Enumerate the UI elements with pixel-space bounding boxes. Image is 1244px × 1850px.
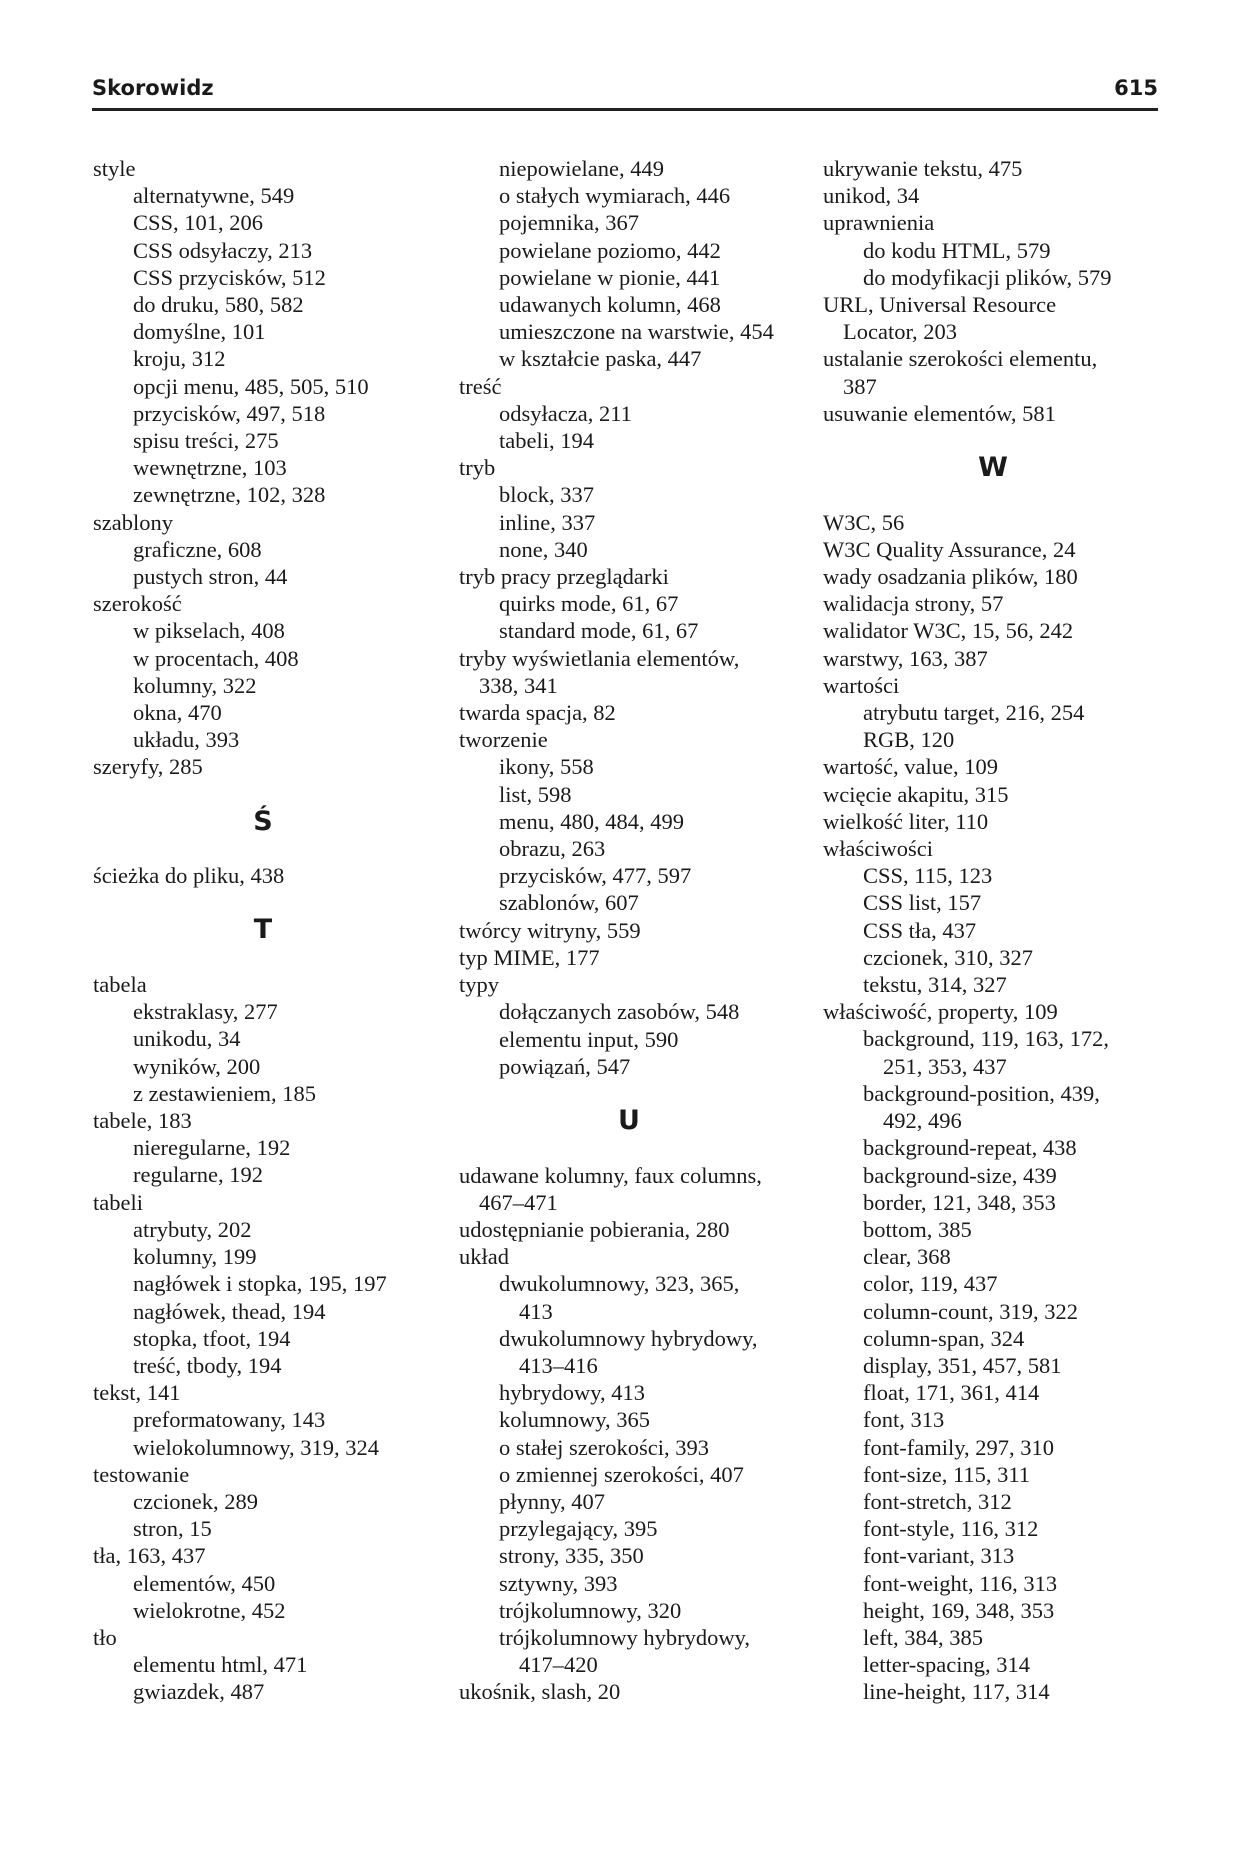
index-subentry: background-position, 439, [863,1080,1100,1106]
index-entry: twórcy witryny, 559 [459,917,641,943]
index-subentry: CSS, 115, 123 [863,863,993,889]
index-subentry: atrybutu target, 216, 254 [863,700,1085,726]
index-subentry: czcionek, 310, 327 [863,944,1033,970]
index-subentry: float, 171, 361, 414 [863,1380,1040,1406]
index-entry: tryb [459,455,496,481]
index-subentry: pustych stron, 44 [133,564,288,590]
index-entry: ustalanie szerokości elementu, [823,346,1098,372]
index-subentry: dwukolumnowy, 323, 365, [499,1271,740,1297]
index-subentry: preformatowany, 143 [133,1407,326,1433]
index-subentry: stron, 15 [133,1516,212,1542]
index-entry: szerokość [93,591,182,617]
index-subentry: trójkolumnowy hybrydowy, [499,1624,751,1650]
index-subentry: font-variant, 313 [863,1543,1015,1569]
index-subentry: zewnętrzne, 102, 328 [133,482,326,508]
section-letter: Ś [253,805,273,837]
index-subentry: nagłówek i stopka, 195, 197 [133,1271,387,1297]
index-subentry: 251, 353, 437 [883,1053,1007,1079]
index-entry: udostępnianie pobierania, 280 [459,1216,730,1242]
index-subentry: pojemnika, 367 [499,210,639,236]
index-subentry: odsyłacza, 211 [499,400,632,426]
index-subentry: wielokrotne, 452 [133,1597,286,1623]
index-subentry: dołączanych zasobów, 548 [499,999,740,1025]
index-entry: tworzenie [459,727,548,753]
index-entry: 338, 341 [479,672,558,698]
index-subentry: strony, 335, 350 [499,1543,644,1569]
index-subentry: kolumny, 322 [133,672,257,698]
index-subentry: menu, 480, 484, 499 [499,808,684,834]
index-entry: typy [459,972,500,998]
index-entry: 467–471 [479,1189,558,1215]
index-subentry: display, 351, 457, 581 [863,1352,1062,1378]
index-entry: tła, 163, 437 [93,1543,206,1569]
index-subentry: letter-spacing, 314 [863,1652,1030,1678]
index-subentry: spisu treści, 275 [133,428,279,454]
index-entry: unikod, 34 [823,183,920,209]
index-subentry: none, 340 [499,536,588,562]
index-subentry: nieregularne, 192 [133,1135,291,1161]
index-subentry: z zestawieniem, 185 [133,1080,317,1106]
index-subentry: hybrydowy, 413 [499,1380,646,1406]
running-header [92,72,1158,111]
index-entry: ścieżka do pliku, 438 [93,863,285,889]
index-subentry: unikodu, 34 [133,1026,241,1052]
index-subentry: przycisków, 477, 597 [499,863,692,889]
index-subentry: o stałych wymiarach, 446 [499,183,731,209]
index-subentry: przylegający, 395 [499,1516,658,1542]
index-subentry: height, 169, 348, 353 [863,1597,1055,1623]
index-subentry: CSS, 101, 206 [133,210,264,236]
index-entry: wartość, value, 109 [823,754,998,780]
index-subentry: obrazu, 263 [499,836,606,862]
index-subentry: line-height, 117, 314 [863,1679,1050,1705]
index-entry: treść [459,373,502,399]
index-subentry: standard mode, 61, 67 [499,618,699,644]
index-entry: wady osadzania plików, 180 [823,564,1078,590]
index-subentry: inline, 337 [499,509,596,535]
index-entry: właściwość, property, 109 [823,999,1058,1025]
index-subentry: wielokolumnowy, 319, 324 [133,1434,380,1460]
index-subentry: border, 121, 348, 353 [863,1189,1056,1215]
index-subentry: powielane poziomo, 442 [499,237,721,263]
index-subentry: 492, 496 [883,1108,962,1134]
index-entry: warstwy, 163, 387 [823,645,988,671]
index-column-2 [459,155,799,1706]
index-entry: układ [459,1244,509,1270]
index-subentry: sztywny, 393 [499,1570,618,1596]
index-subentry: font-style, 116, 312 [863,1516,1039,1542]
section-letter: W [978,452,1008,484]
page-number: 615 [1114,76,1158,100]
index-entry: tabele, 183 [93,1108,192,1134]
index-entry: tło [93,1624,117,1650]
index-subentry: opcji menu, 485, 505, 510 [133,373,369,399]
index-subentry: font, 313 [863,1407,945,1433]
index-subentry: kolumnowy, 365 [499,1407,651,1433]
index-subentry: ikony, 558 [499,754,594,780]
index-subentry: gwiazdek, 487 [133,1679,265,1705]
index-subentry: o zmiennej szerokości, 407 [499,1461,744,1487]
index-subentry: układu, 393 [133,727,240,753]
index-entry: testowanie [93,1461,190,1487]
index-subentry: dwukolumnowy hybrydowy, [499,1325,758,1351]
index-subentry: background, 119, 163, 172, [863,1026,1110,1052]
index-subentry: graficzne, 608 [133,536,262,562]
index-entry: tabela [93,972,147,998]
index-subentry: o stałej szerokości, 393 [499,1434,709,1460]
index-subentry: kolumny, 199 [133,1244,257,1270]
index-entry: właściwości [823,836,933,862]
index-subentry: domyślne, 101 [133,319,266,345]
index-subentry: atrybuty, 202 [133,1216,252,1242]
index-subentry: 417–420 [519,1652,598,1678]
index-entry: walidacja strony, 57 [823,591,1004,617]
index-subentry: powielane w pionie, 441 [499,264,721,290]
index-entry: walidator W3C, 15, 56, 242 [823,618,1074,644]
index-subentry: do druku, 580, 582 [133,292,304,318]
index-subentry: stopka, tfoot, 194 [133,1325,291,1351]
index-subentry: font-size, 115, 311 [863,1461,1031,1487]
index-entry: typ MIME, 177 [459,944,600,970]
index-entry: tabeli [93,1189,143,1215]
index-subentry: okna, 470 [133,700,222,726]
index-subentry: elementu html, 471 [133,1652,308,1678]
index-subentry: clear, 368 [863,1244,951,1270]
index-subentry: CSS list, 157 [863,890,982,916]
index-subentry: quirks mode, 61, 67 [499,591,679,617]
index-subentry: do modyfikacji plików, 579 [863,264,1112,290]
index-entry: tryb pracy przeglądarki [459,564,669,590]
index-subentry: color, 119, 437 [863,1271,998,1297]
index-entry: usuwanie elementów, 581 [823,400,1056,426]
running-title: Skorowidz [92,76,214,100]
index-subentry: do kodu HTML, 579 [863,237,1051,263]
index-column-1 [93,155,433,1706]
index-entry: udawane kolumny, faux columns, [459,1162,762,1188]
index-entry: wartości [823,672,900,698]
index-subentry: czcionek, 289 [133,1488,258,1514]
index-subentry: w procentach, 408 [133,645,299,671]
index-subentry: font-family, 297, 310 [863,1434,1055,1460]
index-subentry: wewnętrzne, 103 [133,455,287,481]
index-subentry: trójkolumnowy, 320 [499,1597,682,1623]
index-subentry: niepowielane, 449 [499,156,664,181]
index-subentry: umieszczone na warstwie, 454 [499,319,774,345]
index-subentry: CSS tła, 437 [863,917,977,943]
index-subentry: wyników, 200 [133,1053,261,1079]
index-subentry: kroju, 312 [133,346,226,372]
index-subentry: RGB, 120 [863,727,955,753]
index-subentry: treść, tbody, 194 [133,1352,282,1378]
index-subentry: CSS przycisków, 512 [133,264,326,290]
index-subentry: list, 598 [499,781,572,807]
index-entry: W3C, 56 [823,509,905,535]
index-subentry: elementów, 450 [133,1570,276,1596]
index-subentry: bottom, 385 [863,1216,972,1242]
index-subentry: powiązań, 547 [499,1053,631,1079]
index-subentry: elementu input, 590 [499,1026,679,1052]
index-subentry: tekstu, 314, 327 [863,972,1007,998]
index-subentry: background-size, 439 [863,1162,1057,1188]
index-entry: twarda spacja, 82 [459,700,616,726]
index-subentry: left, 384, 385 [863,1624,983,1650]
index-entry: Locator, 203 [843,319,958,345]
section-letter: T [253,914,273,946]
index-subentry: column-count, 319, 322 [863,1298,1078,1324]
index-subentry: ekstraklasy, 277 [133,999,278,1025]
index-subentry: column-span, 324 [863,1325,1025,1351]
index-entry: ukośnik, slash, 20 [459,1679,621,1705]
index-entry: W3C Quality Assurance, 24 [823,536,1076,562]
index-entry: uprawnienia [823,210,935,236]
index-subentry: 413–416 [519,1352,598,1378]
index-subentry: nagłówek, thead, 194 [133,1298,326,1324]
index-entry: tekst, 141 [93,1380,181,1406]
index-subentry: regularne, 192 [133,1162,263,1188]
section-letter: U [618,1104,640,1136]
index-subentry: CSS odsyłaczy, 213 [133,237,313,263]
index-entry: 387 [843,373,877,399]
index-entry: URL, Universal Resource [823,292,1057,318]
index-subentry: background-repeat, 438 [863,1135,1077,1161]
index-subentry: w kształcie paska, 447 [499,346,702,372]
index-entry: style [93,156,136,181]
index-subentry: przycisków, 497, 518 [133,400,326,426]
index-entry: wielkość liter, 110 [823,808,989,834]
index-subentry: font-stretch, 312 [863,1488,1012,1514]
index-entry: ukrywanie tekstu, 475 [823,156,1023,181]
index-entry: wcięcie akapitu, 315 [823,781,1009,807]
index-entry: tryby wyświetlania elementów, [459,645,740,671]
index-entry: szablony [93,509,173,535]
index-entry: szeryfy, 285 [93,754,203,780]
index-subentry: 413 [519,1298,553,1324]
index-column-3 [823,155,1163,1706]
index-subentry: tabeli, 194 [499,428,594,454]
index-subentry: płynny, 407 [499,1488,606,1514]
index-subentry: block, 337 [499,482,594,508]
index-subentry: szablonów, 607 [499,890,639,916]
index-subentry: w pikselach, 408 [133,618,285,644]
index-subentry: alternatywne, 549 [133,183,295,209]
index-subentry: udawanych kolumn, 468 [499,292,721,318]
index-subentry: font-weight, 116, 313 [863,1570,1058,1596]
